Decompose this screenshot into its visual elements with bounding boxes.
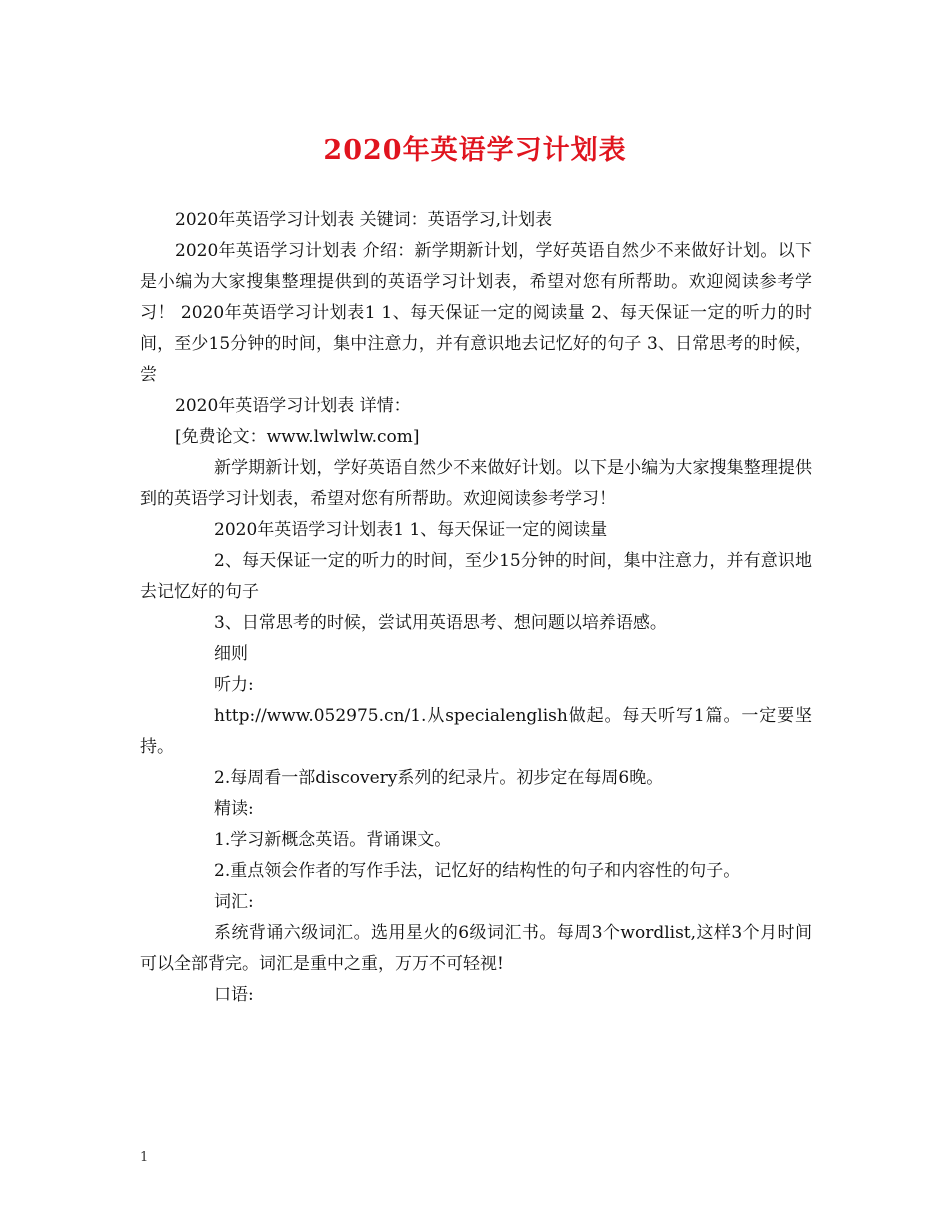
- intro-paragraph: 2020年英语学习计划表 介绍：新学期新计划，学好英语自然少不来做好计划。以下是小编为大家搜集整理提供到的英语学习计划表，希望对您有所帮助。欢迎阅读参考学习！ 2020年英语学习计划表1 1、每天保证一定的阅读量 2、每天保证一定的听力的时间，至少15分钟的时间，集中注意力，并有意识地去记忆好的句子 3、日常思考的时候，尝: [140, 241, 812, 385]
- reading-item-1: 1.学习新概念英语。背诵课文。: [214, 830, 452, 850]
- listening-item-1: http://www.052975.cn/1.从specialenglish做起。每天听写1篇。一定要坚持。: [140, 706, 812, 757]
- listening-item-2: 2.每周看一部discovery系列的纪录片。初步定在每周6晚。: [214, 768, 664, 788]
- reading-item-2: 2.重点领会作者的写作手法，记忆好的结构性的句子和内容性的句子。: [214, 861, 741, 881]
- source-line: [免费论文：www.lwlwlw.com]: [175, 427, 420, 447]
- paragraph-intro: 新学期新计划，学好英语自然少不来做好计划。以下是小编为大家搜集整理提供到的英语学习计划表，希望对您有所帮助。欢迎阅读参考学习！: [140, 458, 812, 509]
- paragraph-plan-1: 2020年英语学习计划表1 1、每天保证一定的阅读量: [214, 520, 608, 540]
- page-number: 1: [140, 1150, 149, 1165]
- document-title: 2020年英语学习计划表: [323, 135, 627, 166]
- section-heading-listening: 听力:: [214, 675, 254, 695]
- keywords-line: 2020年英语学习计划表 关键词：英语学习,计划表: [175, 210, 553, 230]
- section-heading-reading: 精读:: [214, 799, 254, 819]
- paragraph-plan-3: 3、日常思考的时候，尝试用英语思考、想问题以培养语感。: [214, 613, 667, 633]
- paragraph-plan-2: 2、每天保证一定的听力的时间，至少15分钟的时间，集中注意力，并有意识地去记忆好的句子: [140, 551, 812, 602]
- details-label: 2020年英语学习计划表 详情：: [175, 396, 411, 416]
- document-body: [140, 205, 812, 1011]
- section-heading-vocabulary: 词汇:: [214, 892, 254, 912]
- section-heading-speaking: 口语:: [214, 985, 254, 1005]
- vocabulary-item: 系统背诵六级词汇。选用星火的6级词汇书。每周3个wordlist,这样3个月时间可以全部背完。词汇是重中之重，万万不可轻视!: [140, 923, 812, 974]
- section-heading-details: 细则: [214, 644, 248, 664]
